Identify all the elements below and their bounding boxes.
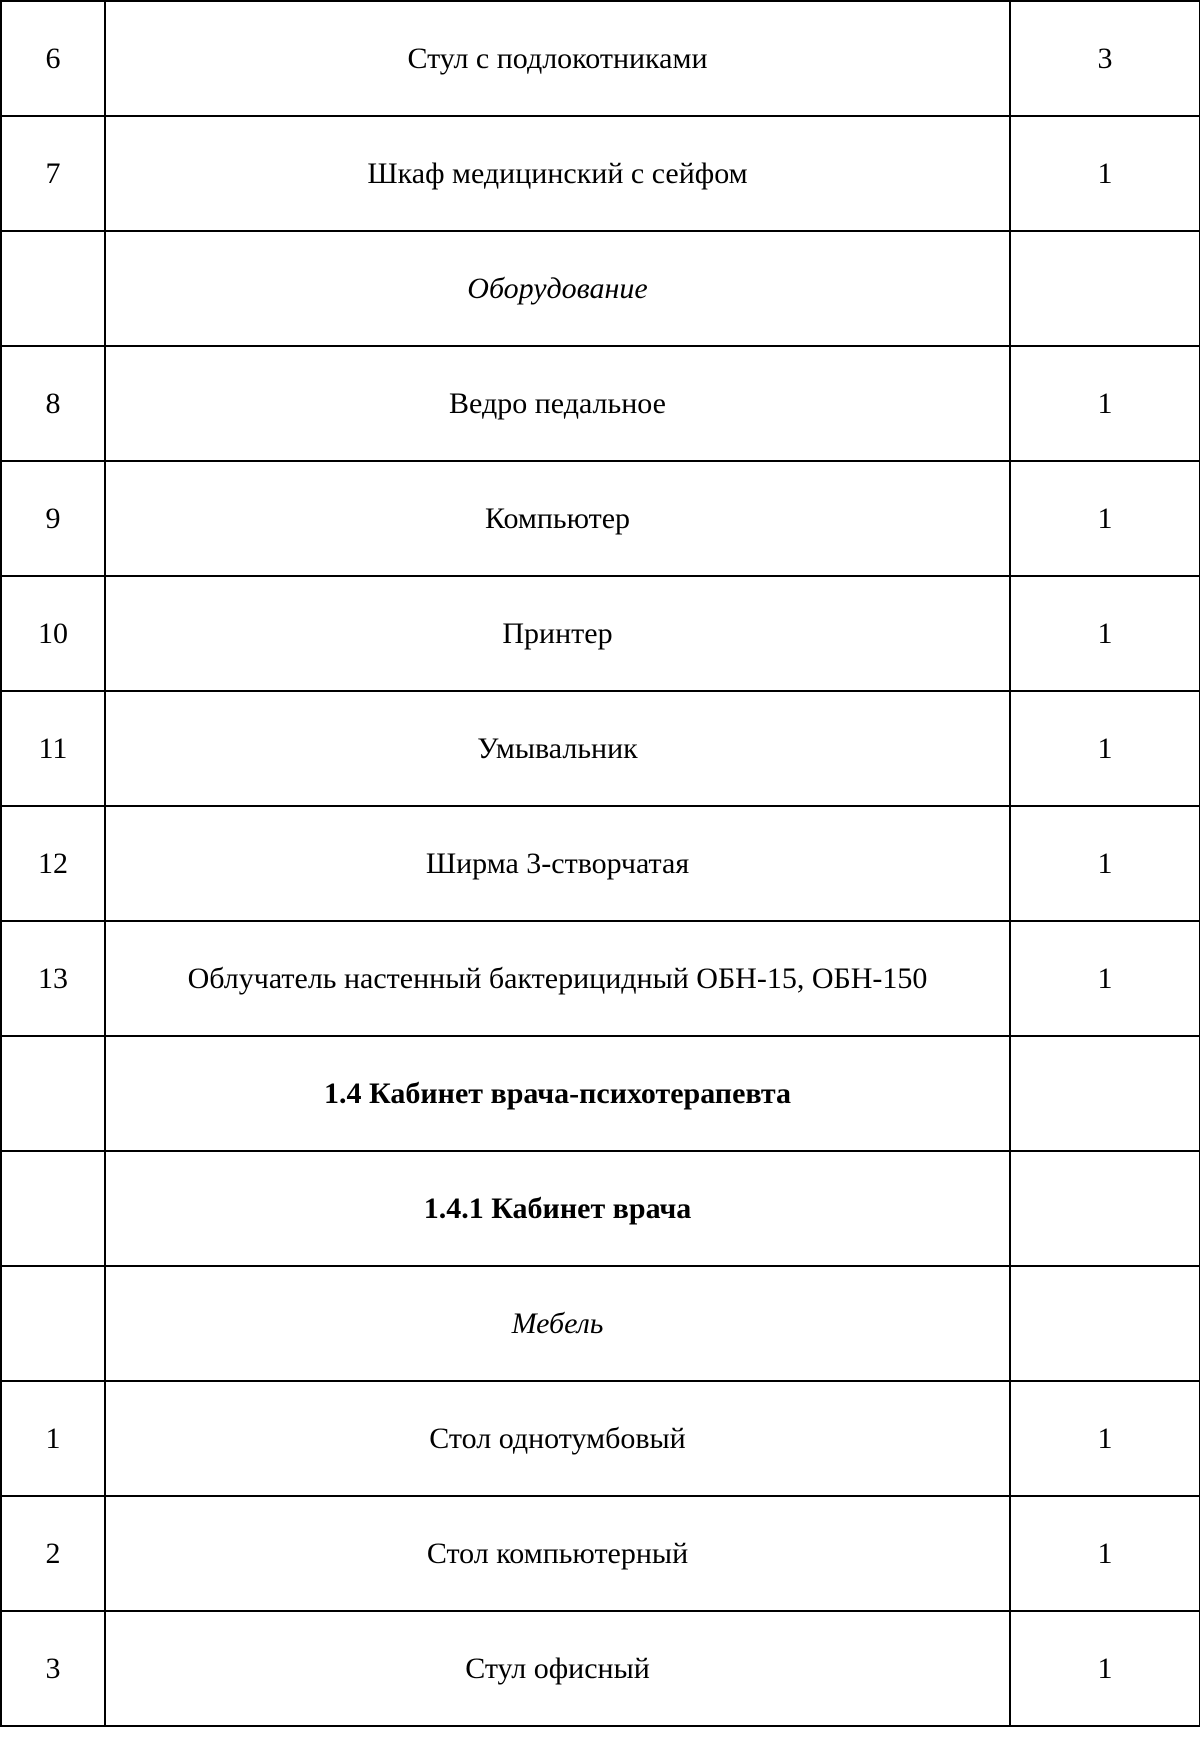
- table-row: [1, 1496, 1200, 1611]
- row-number-cell: 3: [1, 1611, 105, 1726]
- row-number-cell: [1, 1036, 105, 1151]
- quantity-cell: [1010, 1266, 1200, 1381]
- table-row: [1, 461, 1200, 576]
- quantity-cell: 1: [1010, 921, 1200, 1036]
- section-header-row: [1, 1151, 1200, 1266]
- section-header-row: [1, 1036, 1200, 1151]
- quantity-cell: 3: [1010, 1, 1200, 116]
- quantity-cell: 1: [1010, 116, 1200, 231]
- section-title-cell: 1.4 Кабинет врача-психотерапевта: [105, 1036, 1010, 1151]
- row-number-cell: 12: [1, 806, 105, 921]
- row-number-cell: [1, 1266, 105, 1381]
- row-number-cell: 7: [1, 116, 105, 231]
- quantity-cell: 1: [1010, 1496, 1200, 1611]
- table-row: [1, 1, 1200, 116]
- category-row: [1, 1266, 1200, 1381]
- quantity-cell: 1: [1010, 346, 1200, 461]
- row-number-cell: 1: [1, 1381, 105, 1496]
- row-number-cell: 11: [1, 691, 105, 806]
- quantity-cell: 1: [1010, 576, 1200, 691]
- quantity-cell: [1010, 231, 1200, 346]
- row-number-cell: 8: [1, 346, 105, 461]
- table-row: [1, 921, 1200, 1036]
- item-name-cell: Компьютер: [105, 461, 1010, 576]
- table-row: [1, 806, 1200, 921]
- item-name-cell: Ведро педальное: [105, 346, 1010, 461]
- quantity-cell: 1: [1010, 461, 1200, 576]
- table-row: [1, 116, 1200, 231]
- table-row: [1, 1611, 1200, 1726]
- item-name-cell: Умывальник: [105, 691, 1010, 806]
- table-row: [1, 346, 1200, 461]
- table-row: [1, 576, 1200, 691]
- category-title-cell: Оборудование: [105, 231, 1010, 346]
- item-name-cell: Стол компьютерный: [105, 1496, 1010, 1611]
- row-number-cell: [1, 1151, 105, 1266]
- item-name-cell: Стул с подлокотниками: [105, 1, 1010, 116]
- table-row: [1, 1381, 1200, 1496]
- item-name-cell: Шкаф медицинский с сейфом: [105, 116, 1010, 231]
- equipment-table-body: [1, 1, 1200, 1726]
- category-title-cell: Мебель: [105, 1266, 1010, 1381]
- quantity-cell: 1: [1010, 1611, 1200, 1726]
- item-name-cell: Принтер: [105, 576, 1010, 691]
- row-number-cell: 6: [1, 1, 105, 116]
- row-number-cell: 10: [1, 576, 105, 691]
- item-name-cell: Стул офисный: [105, 1611, 1010, 1726]
- row-number-cell: 2: [1, 1496, 105, 1611]
- item-name-cell: Облучатель настенный бактерицидный ОБН-15, ОБН-150: [105, 921, 1010, 1036]
- row-number-cell: [1, 231, 105, 346]
- row-number-cell: 13: [1, 921, 105, 1036]
- quantity-cell: [1010, 1151, 1200, 1266]
- quantity-cell: 1: [1010, 806, 1200, 921]
- quantity-cell: [1010, 1036, 1200, 1151]
- table-row: [1, 691, 1200, 806]
- quantity-cell: 1: [1010, 1381, 1200, 1496]
- category-row: [1, 231, 1200, 346]
- section-title-cell: 1.4.1 Кабинет врача: [105, 1151, 1010, 1266]
- item-name-cell: Стол однотумбовый: [105, 1381, 1010, 1496]
- quantity-cell: 1: [1010, 691, 1200, 806]
- item-name-cell: Ширма 3-створчатая: [105, 806, 1010, 921]
- row-number-cell: 9: [1, 461, 105, 576]
